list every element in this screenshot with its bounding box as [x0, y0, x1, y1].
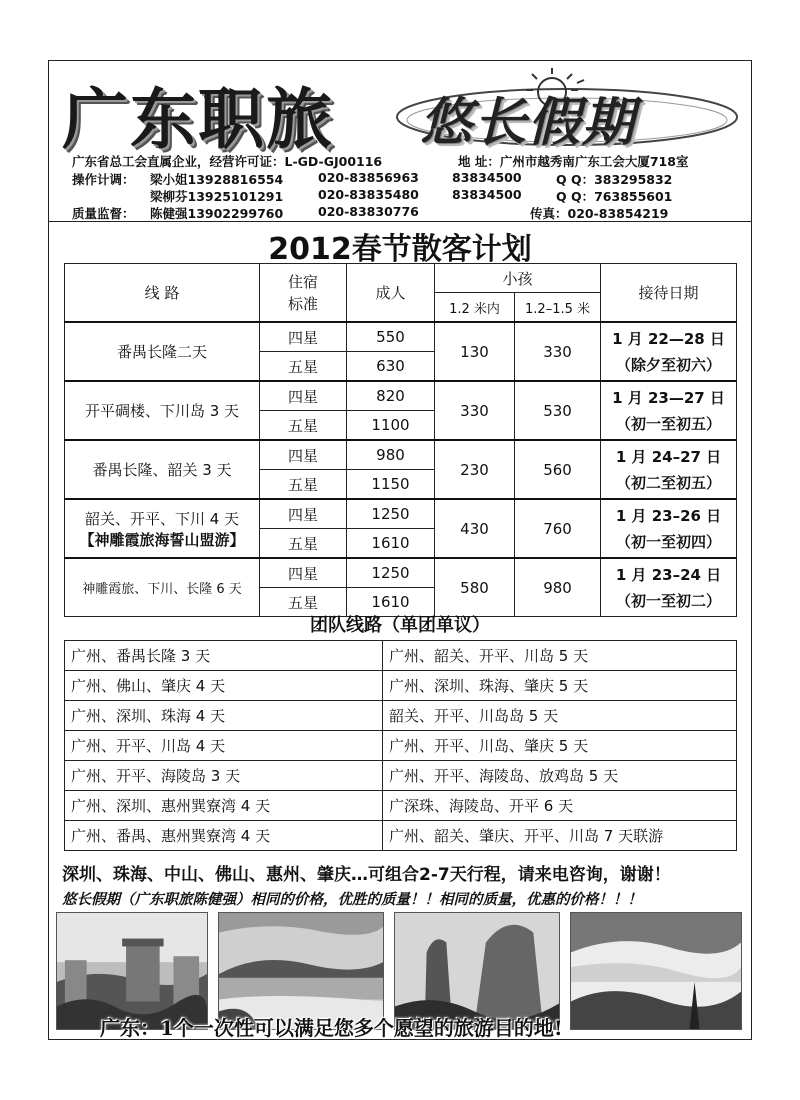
hotel-star: 四星 [260, 322, 347, 352]
child-price-a: 230 [435, 440, 515, 499]
supervisor-name: 陈健强13902299760 [150, 206, 284, 221]
operator-1-tel: 020-83856963 [318, 170, 419, 185]
route-name: 开平碉楼、下川岛 3 天 [65, 381, 260, 440]
date-range: 1 月 24–27 日 [615, 447, 722, 466]
group-route: 广州、深圳、惠州巽寮湾 4 天 [65, 791, 383, 821]
group-routes-table [64, 640, 737, 851]
supervisor-label: 质量监督： [72, 206, 135, 221]
header-divider [48, 221, 752, 222]
child-price-a: 130 [435, 322, 515, 381]
table-row [65, 701, 737, 731]
header-hotel: 住宿 标准 [260, 264, 347, 323]
child-price-a: 580 [435, 558, 515, 617]
table-row [65, 641, 737, 671]
operator-2-tel2: 83834500 [452, 187, 522, 202]
adult-price: 1250 [347, 499, 435, 529]
hotel-star: 五星 [260, 470, 347, 500]
brand-name: 广东职旅 [62, 81, 334, 158]
route-subtitle: 【神雕霞旅海誓山盟游】 [79, 530, 245, 549]
route-name: 神雕霞旅、下川、长隆 6 天 [65, 558, 260, 617]
operator-2-name: 梁柳芬13925101291 [150, 189, 284, 204]
child-price-a: 330 [435, 381, 515, 440]
hotel-star: 五星 [260, 529, 347, 559]
header-adult: 成人 [347, 264, 435, 323]
date-note: （除夕至初六） [616, 355, 722, 374]
date-note: （初二至初五） [616, 473, 722, 492]
child-price-a: 430 [435, 499, 515, 558]
table-row [65, 791, 737, 821]
group-route: 广州、开平、海陵岛 3 天 [65, 761, 383, 791]
group-route: 广州、深圳、珠海、肇庆 5 天 [383, 671, 737, 701]
group-route: 广州、开平、川岛 4 天 [65, 731, 383, 761]
hotel-star: 五星 [260, 411, 347, 441]
group-route: 韶关、开平、川岛岛 5 天 [383, 701, 737, 731]
operator-1-qq: Q Q：383295832 [556, 172, 673, 187]
adult-price: 820 [347, 381, 435, 411]
route-name: 韶关、开平、下川 4 天 [84, 509, 240, 528]
operator-label: 操作计调： [72, 172, 135, 187]
hotel-star: 四星 [260, 440, 347, 470]
group-route: 广州、开平、海陵岛、放鸡岛 5 天 [383, 761, 737, 791]
operator-2-tel: 020-83835480 [318, 187, 419, 202]
group-route: 广州、番禺长隆 3 天 [65, 641, 383, 671]
header-child-b: 1.2–1.5 米 [515, 293, 601, 323]
child-price-b: 980 [515, 558, 601, 617]
date-range: 1 月 23–26 日 [615, 506, 722, 525]
hotel-star: 四星 [260, 499, 347, 529]
date-cell [601, 499, 737, 558]
group-routes-title: 团队线路（单团单议） [310, 615, 490, 636]
route-name: 番禺长隆、韶关 3 天 [65, 440, 260, 499]
adult-price: 1610 [347, 529, 435, 559]
table-row [65, 731, 737, 761]
header-date: 接待日期 [601, 264, 737, 323]
date-cell [601, 381, 737, 440]
logo-text: 悠长假期 [420, 93, 637, 153]
adult-price: 1150 [347, 470, 435, 500]
date-note: （初一至初五） [616, 414, 722, 433]
fax-text: 传真：020-83854219 [530, 206, 669, 221]
table-row [65, 440, 737, 470]
group-route: 广州、番禺、惠州巽寮湾 4 天 [65, 821, 383, 851]
table-row [65, 322, 737, 352]
adult-price: 1100 [347, 411, 435, 441]
adult-price: 980 [347, 440, 435, 470]
child-price-b: 760 [515, 499, 601, 558]
date-cell [601, 558, 737, 617]
header-child-a: 1.2 米内 [435, 293, 515, 323]
group-route: 广州、开平、川岛、肇庆 5 天 [383, 731, 737, 761]
table-row [65, 821, 737, 851]
adult-price: 1610 [347, 588, 435, 617]
hotel-star: 五星 [260, 588, 347, 617]
slogan-banner: 广东：1个一次性可以满足您多个愿望的旅游目的地! [100, 1016, 563, 1040]
address-text: 地 址：广州市越秀南广东工会大厦718室 [458, 154, 689, 169]
promo-line-2: 悠长假期（广东职旅陈健强）相同的价格，优胜的质量！！相同的质量，优惠的价格！！！ [62, 892, 642, 908]
supervisor-tel: 020-83830776 [318, 204, 419, 219]
group-route: 广州、深圳、珠海 4 天 [65, 701, 383, 731]
date-range: 1 月 22—28 日 [612, 329, 725, 348]
photo-misty-forest [570, 912, 742, 1030]
operator-1-tel2: 83834500 [452, 170, 522, 185]
group-route: 广州、韶关、肇庆、开平、川岛 7 天联游 [383, 821, 737, 851]
table-row [65, 558, 737, 588]
child-price-b: 530 [515, 381, 601, 440]
date-note: （初一至初二） [616, 591, 722, 610]
route-cell [65, 499, 260, 558]
table-row [65, 671, 737, 701]
table-row [65, 761, 737, 791]
header-route: 线 路 [65, 264, 260, 323]
hotel-star: 四星 [260, 558, 347, 588]
group-route: 广州、佛山、肇庆 4 天 [65, 671, 383, 701]
header-child: 小孩 [435, 264, 601, 293]
child-price-b: 330 [515, 322, 601, 381]
table-row [65, 381, 737, 411]
child-price-b: 560 [515, 440, 601, 499]
operator-2-qq: Q Q：763855601 [556, 189, 673, 204]
date-cell [601, 322, 737, 381]
adult-price: 630 [347, 352, 435, 382]
page-title: 2012春节散客计划 [268, 232, 532, 267]
operator-1-name: 梁小姐13928816554 [150, 172, 284, 187]
adult-price: 1250 [347, 558, 435, 588]
group-route: 广州、韶关、开平、川岛 5 天 [383, 641, 737, 671]
hotel-star: 四星 [260, 381, 347, 411]
adult-price: 550 [347, 322, 435, 352]
route-name: 番禺长隆二天 [65, 322, 260, 381]
date-note: （初一至初四） [616, 532, 722, 551]
date-range: 1 月 23–24 日 [615, 565, 722, 584]
date-range: 1 月 23—27 日 [612, 388, 725, 407]
date-cell [601, 440, 737, 499]
group-route: 广深珠、海陵岛、开平 6 天 [383, 791, 737, 821]
spring-festival-plan-table [64, 263, 737, 617]
hotel-star: 五星 [260, 352, 347, 382]
license-text: 广东省总工会直属企业，经营许可证：L-GD-GJ00116 [72, 154, 383, 169]
promo-line-1: 深圳、珠海、中山、佛山、惠州、肇庆…可组合2-7天行程，请来电咨询，谢谢！ [62, 865, 671, 885]
table-row [65, 499, 737, 529]
